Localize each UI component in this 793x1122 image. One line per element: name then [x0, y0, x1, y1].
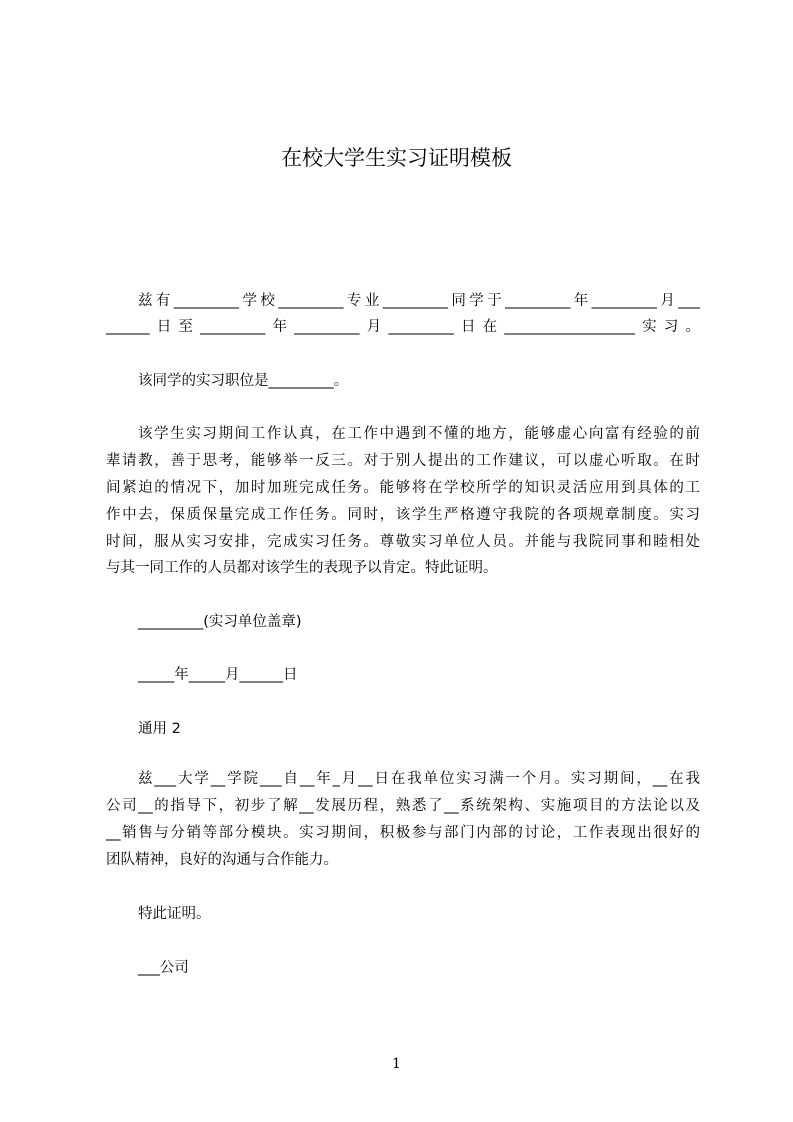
paragraph-line: __销售与分销等部分模块。实习期间，积极参与部门内部的讨论，工作表现出很好的 [106, 825, 700, 841]
paragraph-line: 该学生实习期间工作认真，在工作中遇到不懂的地方，能够虚心向富有经验的前 [138, 426, 700, 442]
page-number: 1 [392, 1056, 401, 1072]
paragraph-line: 时间，服从实习安排，完成实习任务。尊敬实习单位人员。并能与我院同事和睦相处 [106, 534, 700, 550]
paragraph-line: 公司__的指导下，初步了解__发展历程，熟悉了__系统架构、实施项目的方法论以及 [106, 798, 700, 814]
closing-line: 特此证明。 [138, 906, 211, 922]
paragraph-line: 辈请教，善于思考，能够举一反三。对于别人提出的工作建议，可以虚心听取。在时 [106, 453, 700, 469]
company-line: ___公司 [138, 960, 189, 976]
seal-line: _________(实习单位盖章) [138, 614, 302, 630]
date-line: _____年_____月______日 [138, 667, 298, 683]
paragraph-line: 兹有_________学校_________专业_________同学于_________年_________月___ [138, 293, 700, 309]
paragraph-line: 间紧迫的情况下，加时加班完成任务。能够将在学校所学的知识灵活应用到具体的工 [106, 480, 700, 496]
document-title: 在校大学生实习证明模板 [281, 146, 512, 170]
paragraph-line: ______日至_________年_________月_________日在__________________实习。 [106, 319, 700, 335]
paragraph-line: 兹___大学__学院___自__年_月__日在我单位实习满一个月。实习期间，__在我 [138, 771, 700, 787]
paragraph-line: 作中去，保质保量完成工作任务。同时，该学生严格遵守我院的各项规章制度。实习 [106, 507, 700, 523]
section-heading: 通用 2 [138, 721, 181, 737]
paragraph-line: 团队精神，良好的沟通与合作能力。 [106, 852, 338, 868]
paragraph-line: 与其一同工作的人员都对该学生的表现予以肯定。特此证明。 [106, 560, 498, 576]
position-line: 该同学的实习职位是_________。 [138, 373, 349, 389]
